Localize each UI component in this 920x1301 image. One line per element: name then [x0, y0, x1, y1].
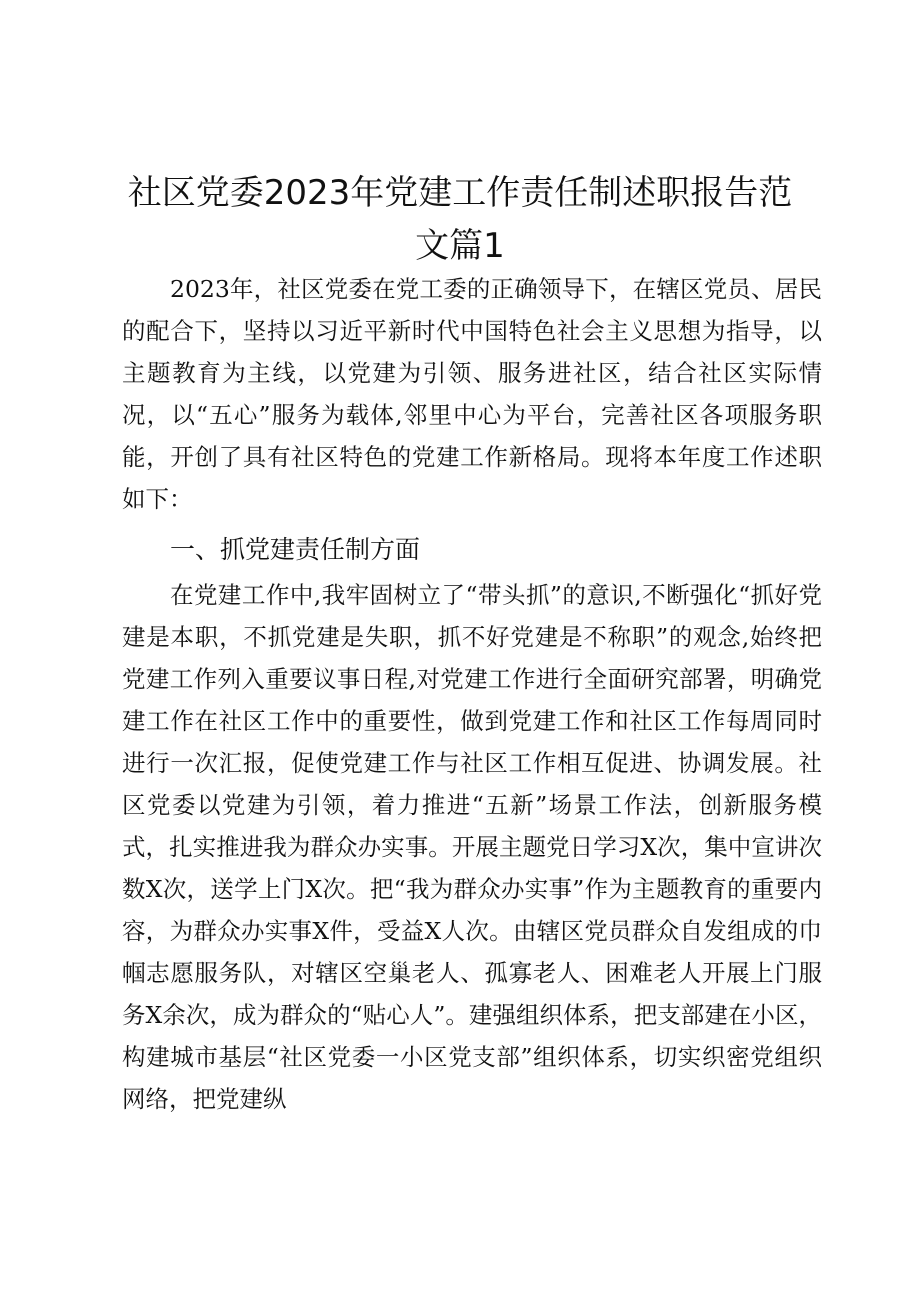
intro-paragraph: 2023年，社区党委在党工委的正确领导下，在辖区党员、居民的配合下，坚持以习近平新时代中国特色社会主义思想为指导，以主题教育为主线，以党建为引领、服务进社区，结合社区实际情况，以“五心”服务为载体,邻里中心为平台，完善社区各项服务职能，开创了具有社区特色的党建工作新格局。现将本年度工作述职如下：: [122, 275, 822, 513]
section-paragraph: 在党建工作中,我牢固树立了“带头抓”的意识,不断强化“抓好党建是本职，不抓党建是失职，抓不好党建是不称职”的观念,始终把党建工作列入重要议事日程,对党建工作进行全面研究部署，明确党建工作在社区工作中的重要性，做到党建工作和社区工作每周同时进行一次汇报，促使党建工作与社区工作相互促进、协调发展。社区党委以党建为引领，着力推进“五新”场景工作法，创新服务模式，扎实推进我为群众办实事。开展主题党日学习X次，集中宣讲次数X次，送学上门X次。把“我为群众办实事”作为主题教育的重要内容，为群众办实事X件，受益X人次。由辖区党员群众自发组成的巾帼志愿服务队，对辖区空巢老人、孤寡老人、困难老人开展上门服务X余次，成为群众的“贴心人”。建强组织体系，把支部建在小区，构建城市基层“社区党委一小区党支部”组织体系，切实织密党组织网络，把党建纵: [122, 581, 822, 1113]
section-heading: 一、抓党建责任制方面: [170, 535, 421, 564]
document-title-line-2: 文篇1: [415, 226, 505, 266]
document-title-line-1: 社区党委2023年党建工作责任制述职报告范: [127, 173, 793, 213]
